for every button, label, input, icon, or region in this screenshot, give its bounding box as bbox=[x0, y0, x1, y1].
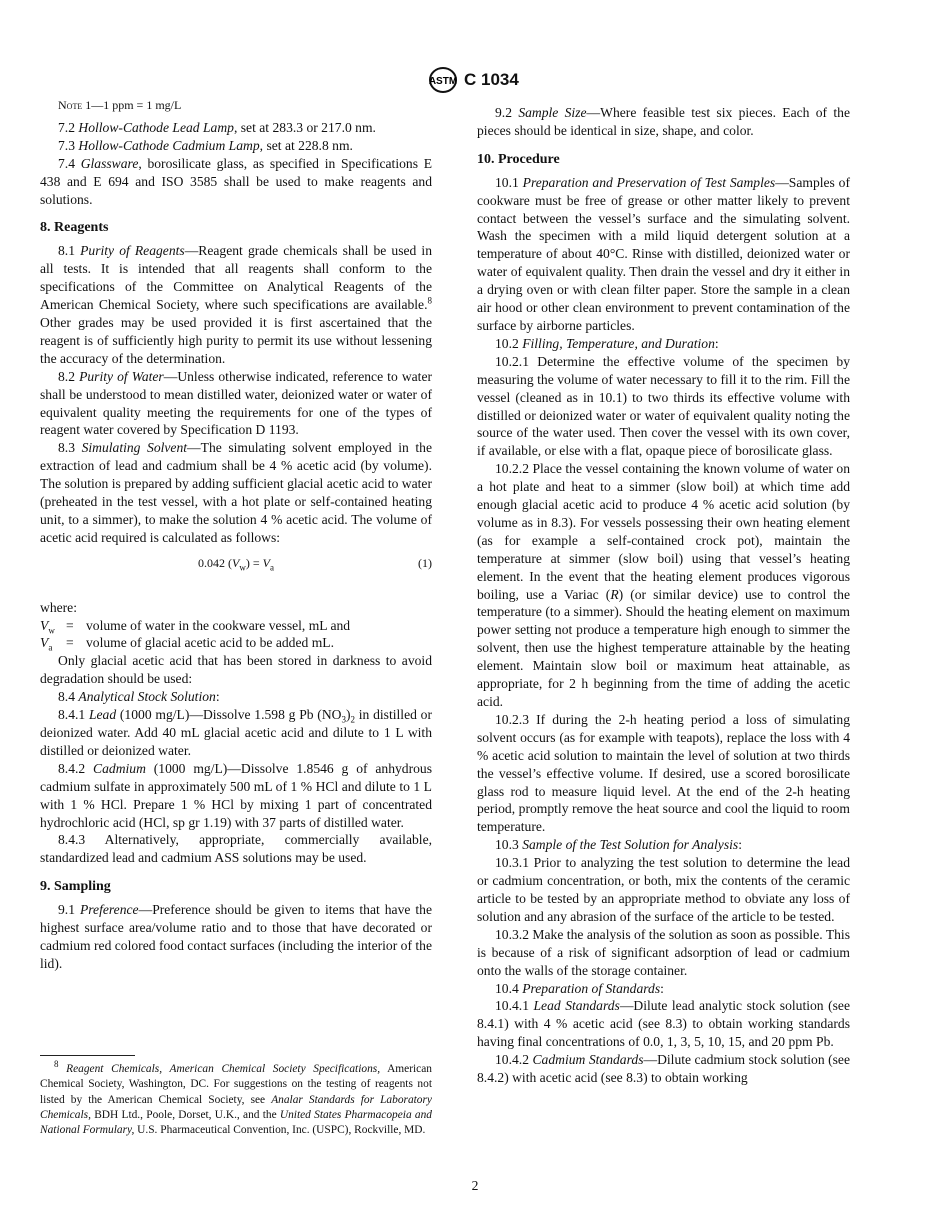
definition-row bbox=[40, 617, 432, 635]
italic-term: Hollow-Cathode Cadmium Lamp bbox=[78, 137, 260, 153]
text-run: 9.2 bbox=[495, 105, 519, 120]
text-run: : bbox=[714, 335, 719, 351]
subscript: 3 bbox=[341, 714, 346, 725]
text-run: , borosilicate glass, as specified in Specifications E 438 and E 694 and ISO 3585 shall be used to make reagents and solutions. bbox=[40, 155, 432, 207]
text-run: 9. Sampling bbox=[40, 879, 111, 895]
paragraph bbox=[477, 980, 850, 998]
text-run: 8.3 bbox=[58, 440, 82, 456]
paragraph bbox=[40, 439, 432, 546]
text-run: American Chemical Society, Washington, DC. For suggestions on the testing of reagents not listed by the American Chemical Society, see bbox=[40, 1063, 432, 1106]
svg-text:ASTM: ASTM bbox=[428, 76, 458, 87]
text-run: —Reagent grade chemicals shall be used in all tests. It is intended that all reagents shall conform to the specifications of the Committee on Analytical Reagents of the American Chemical Society, where such specifications are available. bbox=[40, 243, 432, 313]
equals-sign: = bbox=[66, 635, 74, 651]
text-run: 10.3 bbox=[495, 837, 523, 853]
text-run: 8.4 bbox=[58, 689, 79, 705]
paragraph bbox=[477, 854, 850, 926]
subscript: w bbox=[48, 625, 55, 636]
text-run: ) = bbox=[245, 555, 263, 570]
paragraph bbox=[40, 831, 432, 867]
paragraph bbox=[40, 242, 432, 367]
text-run: , set at 283.3 or 217.0 nm. bbox=[233, 119, 376, 135]
text-run: 8.4.2 bbox=[58, 760, 94, 776]
paragraph bbox=[477, 174, 850, 335]
paragraph bbox=[477, 460, 850, 711]
text-run: —Dilute cadmium stock solution (see 8.4.2) with acetic acid (see 8.3) to obtain working bbox=[477, 1052, 850, 1086]
italic-term: Analar Standards for Laboratory Chemicals, bbox=[40, 1093, 432, 1121]
footnote-divider bbox=[40, 1055, 135, 1056]
text-run: Other grades may be used provided it is first ascertained that the reagent is of sufficiently high purity to permit its use without lessening the accuracy of the determination. bbox=[40, 314, 432, 366]
text-run: BDH Ltd., Poole, Dorset, U.K., and the bbox=[90, 1108, 280, 1121]
text-run: 8. Reagents bbox=[40, 220, 109, 236]
italic-term: Preparation of Standards bbox=[522, 980, 661, 996]
italic-term: V bbox=[232, 555, 240, 570]
italic-term: Analytical Stock Solution bbox=[78, 689, 216, 705]
text-run: 10. Procedure bbox=[477, 151, 560, 167]
italic-term: Cadmium bbox=[93, 760, 146, 776]
paragraph bbox=[40, 901, 432, 973]
text-run: , set at 228.8 nm. bbox=[259, 137, 353, 153]
page-number: 2 bbox=[471, 1178, 479, 1193]
italic-term: Preparation and Preservation of Test Samples bbox=[522, 174, 776, 190]
variable-symbol bbox=[40, 634, 66, 652]
text-run: 10.4.1 bbox=[495, 998, 534, 1014]
where-label: where: bbox=[40, 599, 77, 615]
paragraph bbox=[477, 711, 850, 836]
note bbox=[40, 97, 432, 115]
text-run: 8.4.1 bbox=[58, 707, 89, 723]
text-run: 10.2.3 If during the 2-h heating period a loss of simulating solvent occurs (as for example with teapots), replace the loss with 4 % acetic acid solution to maintain the level of solution at two thirds the vessel’s effective volume. If desired, use a scored borosilicate glass rod to measure liquid level. At the end of the 2-h heating period, promptly remove the heat source and cool the liquid to room temperature. bbox=[477, 711, 850, 835]
italic-term: Lead bbox=[88, 707, 117, 723]
text-run: 8.4.3 Alternatively, appropriate, commercially available, standardized lead and cadmium ASS solutions may be used. bbox=[40, 832, 432, 866]
text-run: 9.1 bbox=[58, 902, 80, 918]
text-run: in distilled or deionized water. Add 40 mL glacial acetic acid and dilute to 1 L with distilled or deionized water. bbox=[40, 707, 432, 758]
symbol: V bbox=[40, 617, 49, 633]
superscript: 8 bbox=[427, 295, 432, 306]
variable-definitions bbox=[40, 599, 432, 653]
text-run: 10.1 bbox=[495, 174, 523, 190]
italic-term: Filling, Temperature, and Duration bbox=[522, 335, 715, 351]
text-run: 1—1 ppm = 1 mg/L bbox=[82, 98, 182, 112]
text-run: (1000 mg/L)—Dissolve 1.598 g Pb (NO bbox=[116, 707, 342, 723]
text-run bbox=[59, 1063, 67, 1075]
italic-term: Reagent Chemicals, American Chemical Society Specifications, bbox=[66, 1063, 381, 1075]
text-run: —Preference should be given to items that have the highest surface area/volume ratio and to those that have decorated or cadmium red colored food contact surfaces (including the interior of the lid). bbox=[40, 902, 432, 971]
superscript: 8 bbox=[54, 1059, 59, 1070]
paragraph bbox=[477, 335, 850, 353]
text-run: 10.2.1 Determine the effective volume of the specimen by measuring the volume of water necessary to fill it to the rim. Fill the vessel (cleaned as in 10.1) to two thirds its effective volume with distilled or deionized water or water of equivalent quality noting the source of the water used. Then cover the vessel with its own cover, if available, or else with a flat, opaque piece of borosilicate glass. bbox=[477, 353, 850, 459]
italic-term: Purity of Reagents bbox=[80, 243, 185, 259]
text-run: 10.2.2 Place the vessel containing the known volume of water on a hot plate and heat to a simmer (slow boil) at which time add enough glacial acetic acid to produce 4 % acetic acid solution (by volume as in 8.3). For vessels possessing their own heating element (as for example a self-contained crock pot), maintain the temperature at simmer (slow boil) using that vessel’s heating element. In the event that the heating element produces vigorous boiling, use a Variac ( bbox=[477, 461, 850, 602]
subscript: w bbox=[239, 562, 246, 573]
equals-sign: = bbox=[66, 617, 74, 633]
paragraph bbox=[40, 119, 432, 137]
astm-logo-icon bbox=[428, 66, 458, 94]
text-run: Only glacial acetic acid that has been stored in darkness to avoid degradation should be used: bbox=[40, 653, 432, 687]
text-run: : bbox=[215, 689, 220, 705]
text-run: 10.4 bbox=[495, 980, 523, 996]
italic-term: Lead Standards bbox=[533, 998, 620, 1014]
paragraph bbox=[477, 104, 850, 140]
text-run: 7.3 bbox=[58, 137, 79, 153]
text-run: 7.2 bbox=[58, 119, 79, 135]
paragraph bbox=[477, 353, 850, 460]
italic-term: Sample of the Test Solution for Analysis bbox=[522, 837, 739, 853]
paragraph bbox=[40, 652, 432, 688]
italic-term: Simulating Solvent bbox=[81, 440, 188, 456]
section-heading bbox=[477, 151, 850, 169]
footnote-8 bbox=[40, 1059, 432, 1138]
text-run: ) (or similar device) use to control the temperature (to a simmer). Should the heating element on maximum power setting not produce a temperature high enough to simmer the solvent, then use the highest temperature attainable by the heating element. Maintain slow boil or maximum heat attainable, as appropriate, for 2 h beginning from the time of adding the acetic acid. bbox=[477, 586, 850, 709]
right-column bbox=[477, 104, 850, 1087]
subscript: a bbox=[269, 562, 274, 573]
subscript: a bbox=[48, 643, 53, 654]
paragraph bbox=[477, 997, 850, 1051]
italic-term: Preference bbox=[79, 902, 139, 918]
variable-symbol bbox=[40, 617, 66, 635]
text-run: 10.4.2 bbox=[495, 1052, 533, 1068]
italic-term: V bbox=[262, 555, 270, 570]
italic-term: Hollow-Cathode Lead Lamp bbox=[78, 119, 234, 135]
text-run: —Where feasible test six pieces. Each of the pieces should be identical in size, shape, and color. bbox=[477, 105, 851, 138]
paragraph bbox=[40, 706, 432, 760]
text-run: (1000 mg/L)—Dissolve 1.8546 g of anhydrous cadmium sulfate in approximately 500 mL of 1 % HCl and dilute to 1 L with 1 % HCl. Prepare 1 % HCl by mixing 1 part of concentrated hydrochloric acid (HCl, sp gr 1.19) with 37 parts of distilled water. bbox=[40, 760, 433, 830]
paragraph bbox=[40, 155, 432, 209]
definition-row bbox=[40, 634, 432, 652]
text-run: —Samples of cookware must be free of grease or other matter likely to prevent contact between the vessel’s surface and the simulating solvent. Wash the specimen with a mild liquid detergent solution at a temperature of about 40°C. Rinse with distilled, deionized water or water of equivalent quality. Then drain the vessel and dry it either in a drying oven or with clean filter paper. Store the sample in a clean air hood or other clean environment to prevent contamination of the surface by airborne particles. bbox=[477, 174, 851, 333]
italic-term: Glassware bbox=[80, 155, 139, 171]
equation-number: (1) bbox=[418, 555, 432, 570]
definition-text: volume of water in the cookware vessel, mL and bbox=[86, 617, 351, 633]
text-run: 7.4 bbox=[58, 155, 81, 171]
text-run: —Unless otherwise indicated, reference to water shall be understood to mean distilled water, deionized water or water of equivalent quality meeting the requirements for one of the types of reagent water covered by Specification D 1193. bbox=[40, 368, 433, 438]
text-run: Note bbox=[58, 98, 83, 112]
symbol: V bbox=[40, 635, 49, 651]
text-run: : bbox=[660, 980, 664, 996]
italic-term: United States Pharmacopeia and National Formulary, bbox=[40, 1108, 432, 1137]
text-run: ) bbox=[345, 707, 351, 723]
text-run: U.S. Pharmaceutical Convention, Inc. (USPC), Rockville, MD. bbox=[134, 1124, 426, 1137]
text-run: : bbox=[738, 837, 742, 853]
paragraph bbox=[40, 137, 432, 155]
text-run: 10.3.2 Make the analysis of the solution as soon as possible. This is because of a risk of significant adsorption of lead or cadmium onto the walls of the storage container. bbox=[477, 926, 850, 978]
standard-designation: C 1034 bbox=[464, 70, 519, 89]
text-run: 0.042 ( bbox=[198, 555, 233, 570]
text-run: 10.2 bbox=[495, 335, 523, 351]
paragraph bbox=[40, 368, 432, 440]
definition-text: volume of glacial acetic acid to be added mL. bbox=[86, 635, 334, 651]
italic-term: Cadmium Standards bbox=[532, 1052, 644, 1068]
text-run: 10.3.1 Prior to analyzing the test solution to determine the lead or cadmium concentration, or both, mix the contents of the ceramic article to be tested by an appropriate method to obviate any loss of solution and any abrasion of the surface of the article to be tested. bbox=[477, 855, 850, 924]
paragraph bbox=[40, 760, 432, 832]
text-run: 8.2 bbox=[58, 368, 80, 384]
paragraph bbox=[477, 836, 850, 854]
text-run: —The simulating solvent employed in the extraction of lead and cadmium shall be 4 % acetic acid (by volume). The solution is prepared by adding sufficient glacial acetic acid to water (preheated in the test vessel, with a hot plate or self-contained heating unit, to a simmer), to make the solution 4 % acetic acid. The volume of acetic acid required is calculated as follows: bbox=[40, 440, 433, 545]
page-header bbox=[428, 66, 519, 94]
italic-term: Purity of Water bbox=[79, 368, 164, 384]
paragraph bbox=[477, 926, 850, 980]
text-run: 8.1 bbox=[58, 243, 81, 259]
left-column bbox=[40, 97, 432, 973]
italic-term: R bbox=[610, 586, 619, 602]
subscript: 2 bbox=[350, 714, 356, 725]
section-heading bbox=[40, 219, 432, 237]
paragraph bbox=[477, 1051, 850, 1087]
equation bbox=[40, 555, 432, 573]
italic-term: Sample Size bbox=[518, 105, 587, 120]
text-run: —Dilute lead analytic stock solution (see 8.4.1) with 4 % acetic acid (see 8.3) to obtain working standards having final concentrations of 0.0, 1, 3, 5, 10, 15, and 20 ppm Pb. bbox=[477, 998, 850, 1050]
section-heading bbox=[40, 878, 432, 896]
paragraph bbox=[40, 688, 432, 706]
